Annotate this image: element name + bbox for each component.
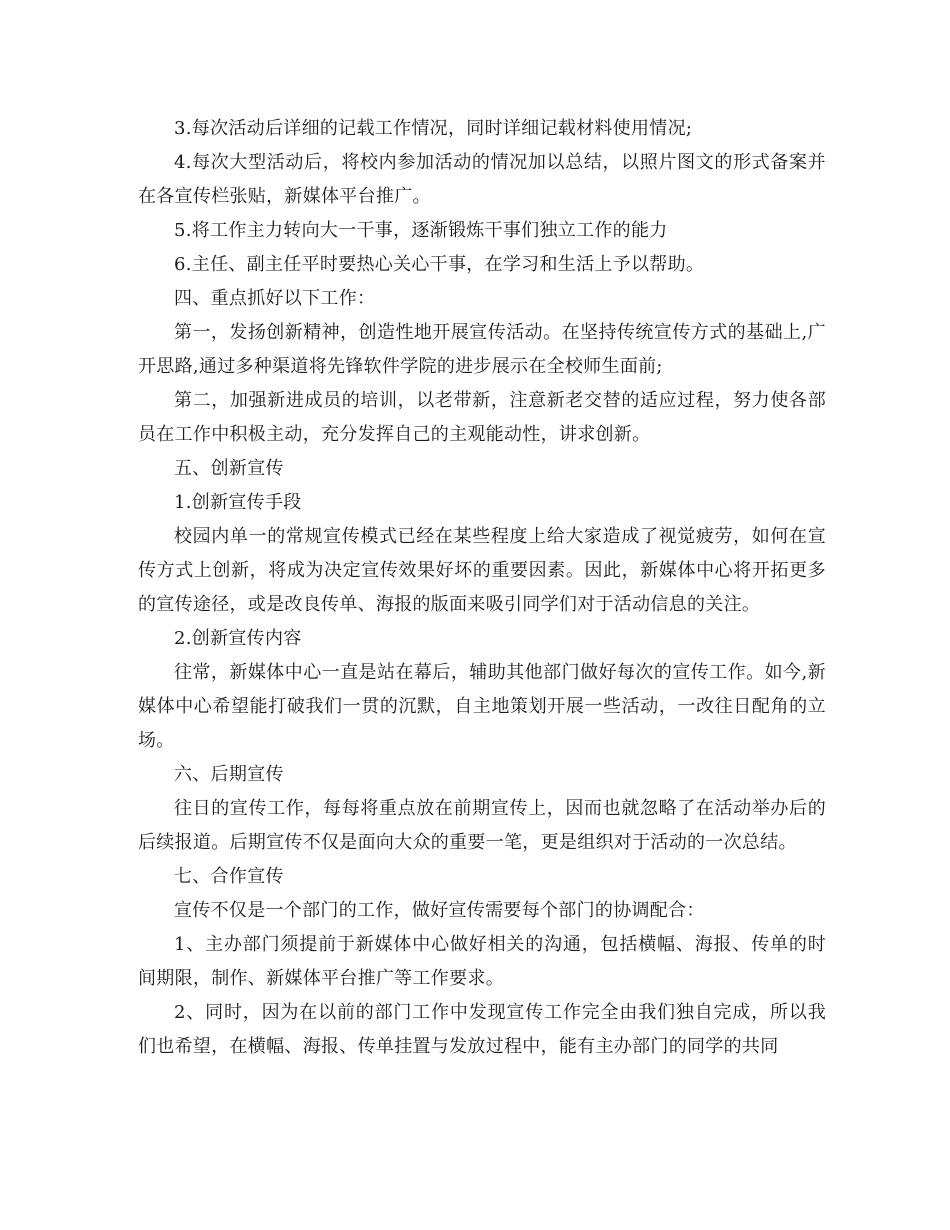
- section-heading-five: 五、创新宣传: [174, 458, 284, 479]
- paragraph-first-innovation: 第一，发扬创新精神，创造性地开展宣传活动。在坚持传统宣传方式的基础上,广开思路,通过多种渠道将先锋软件学院的进步展示在全校师生面前;: [138, 322, 826, 377]
- paragraph-innovate-means: 校园内单一的常规宣传模式已经在某些程度上给大家造成了视觉疲劳，如何在宣传方式上创新，将成为决定宣传效果好坏的重要因素。因此，新媒体中心将开拓更多的宣传途径，或是改良传单、海报的版面来吸引同学们对于活动信息的关注。: [138, 526, 826, 615]
- section-heading-seven: 七、合作宣传: [174, 866, 284, 887]
- subheading-innovate-content: 2.创新宣传内容: [174, 628, 302, 649]
- paragraph-second-training: 第二，加强新进成员的培训，以老带新，注意新老交替的适应过程，努力使各部员在工作中积极主动，充分发挥自己的主观能动性，讲求创新。: [138, 390, 826, 445]
- paragraph-cooperation-intro: 宣传不仅是一个部门的工作，做好宣传需要每个部门的协调配合：: [174, 900, 705, 921]
- paragraph-work-shift: 5.将工作主力转向大一干事，逐渐锻炼干事们独立工作的能力: [174, 220, 668, 241]
- paragraph-innovate-content: 往常，新媒体中心一直是站在幕后，辅助其他部门做好每次的宣传工作。如今,新媒体中心希望能打破我们一贯的沉默，自主地策划开展一些活动，一改往日配角的立场。: [138, 662, 826, 751]
- section-heading-six: 六、后期宣传: [174, 764, 284, 785]
- paragraph-cooperation-one: 1、主办部门须提前于新媒体中心做好相关的沟通，包括横幅、海报、传单的时间期限，制作、新媒体平台推广等工作要求。: [138, 934, 826, 989]
- paragraph-post-publicity: 往日的宣传工作，每每将重点放在前期宣传上，因而也就忽略了在活动举办后的后续报道。后期宣传不仅是面向大众的重要一笔，更是组织对于活动的一次总结。: [138, 798, 826, 853]
- document-page: [138, 112, 826, 1064]
- paragraph-cooperation-two: 2、同时，因为在以前的部门工作中发现宣传工作完全由我们独自完成，所以我们也希望，在横幅、海报、传单挂置与发放过程中，能有主办部门的同学的共同: [138, 1002, 826, 1057]
- subheading-innovate-means: 1.创新宣传手段: [174, 492, 302, 513]
- paragraph-activity-record: 3.每次活动后详细的记载工作情况，同时详细记载材料使用情况;: [174, 118, 693, 139]
- paragraph-director-care: 6.主任、副主任平时要热心关心干事，在学习和生活上予以帮助。: [174, 254, 705, 275]
- section-heading-four: 四、重点抓好以下工作：: [174, 288, 376, 309]
- paragraph-large-activity-summary: 4.每次大型活动后，将校内参加活动的情况加以总结，以照片图文的形式备案并在各宣传栏张贴，新媒体平台推广。: [138, 152, 826, 207]
